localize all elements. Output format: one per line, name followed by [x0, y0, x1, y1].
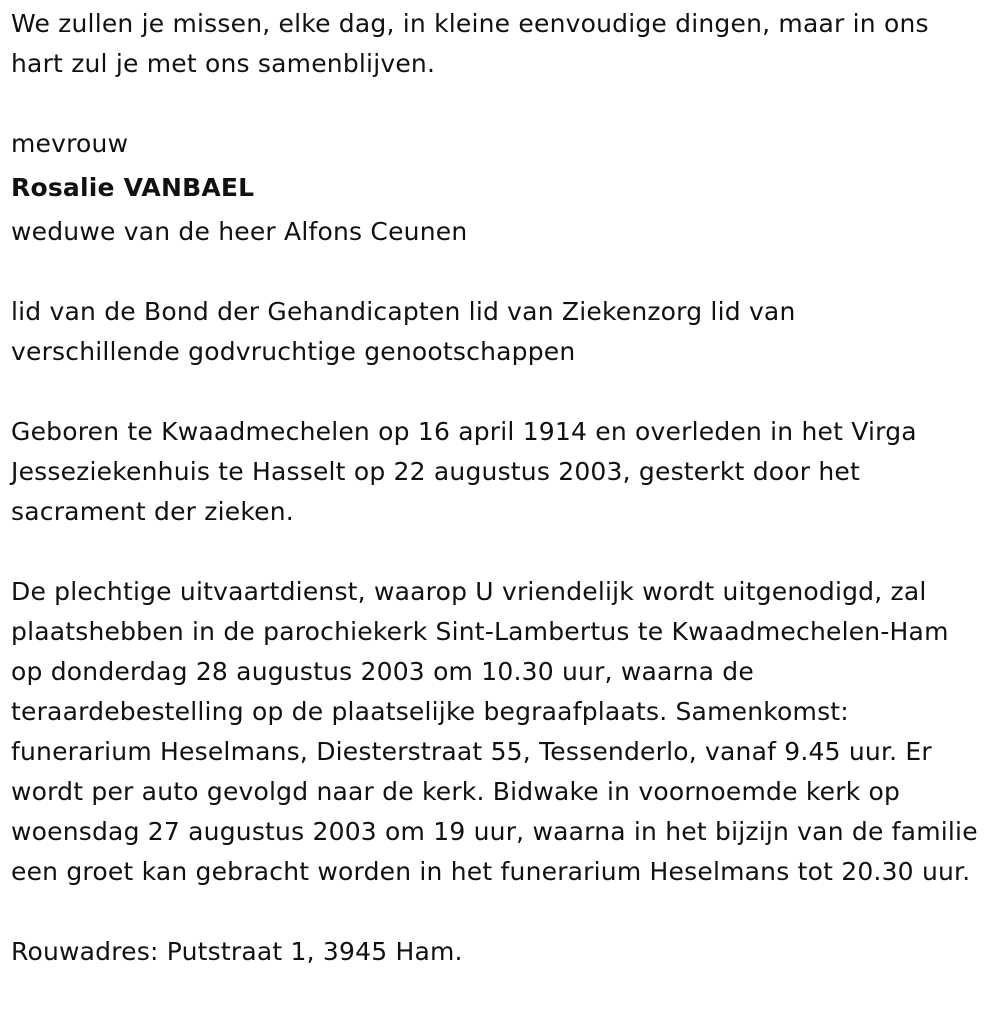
spacer [11, 252, 988, 292]
birth-death-text: Geboren te Kwaadmechelen op 16 april 1914 en overleden in het Virga Jesseziekenhuis te Hasselt op 22 augustus 2003, gesterkt door het sacrament der zieken. [11, 417, 917, 526]
spacer [11, 372, 988, 412]
address-text: Rouwadres: Putstraat 1, 3945 Ham. [11, 937, 463, 966]
motto-text: We zullen je missen, elke dag, in kleine eenvoudige dingen, maar in ons hart zul je met ons samenblijven. [11, 9, 929, 78]
title-prefix: mevrouw [11, 129, 129, 158]
spacer [11, 84, 988, 124]
memberships-text: lid van de Bond der Gehandicapten lid van Ziekenzorg lid van verschillende godvruchtige genootschappen [11, 297, 796, 366]
relation-text: weduwe van de heer Alfons Ceunen [11, 217, 468, 246]
deceased-name: Rosalie VANBAEL [11, 173, 255, 202]
spacer [11, 892, 988, 932]
funeral-details-text: De plechtige uitvaartdienst, waarop U vriendelijk wordt uitgenodigd, zal plaatshebben in de parochiekerk Sint-Lambertus te Kwaadmechelen-Ham op donderdag 28 augustus 2003 om 10.30 uur, waarna de teraardebestelling op de plaatselijke begraafplaats. Samenkomst: funerarium Heselmans, Diesterstraat 55, Tessenderlo, vanaf 9.45 uur. Er wordt per auto gevolgd naar de kerk. Bidwake in voornoemde kerk op woensdag 27 augustus 2003 om 19 uur, waarna in het bijzijn van de familie een groet kan gebracht worden in het funerarium Heselmans tot 20.30 uur. [11, 577, 978, 886]
spacer [11, 532, 988, 572]
